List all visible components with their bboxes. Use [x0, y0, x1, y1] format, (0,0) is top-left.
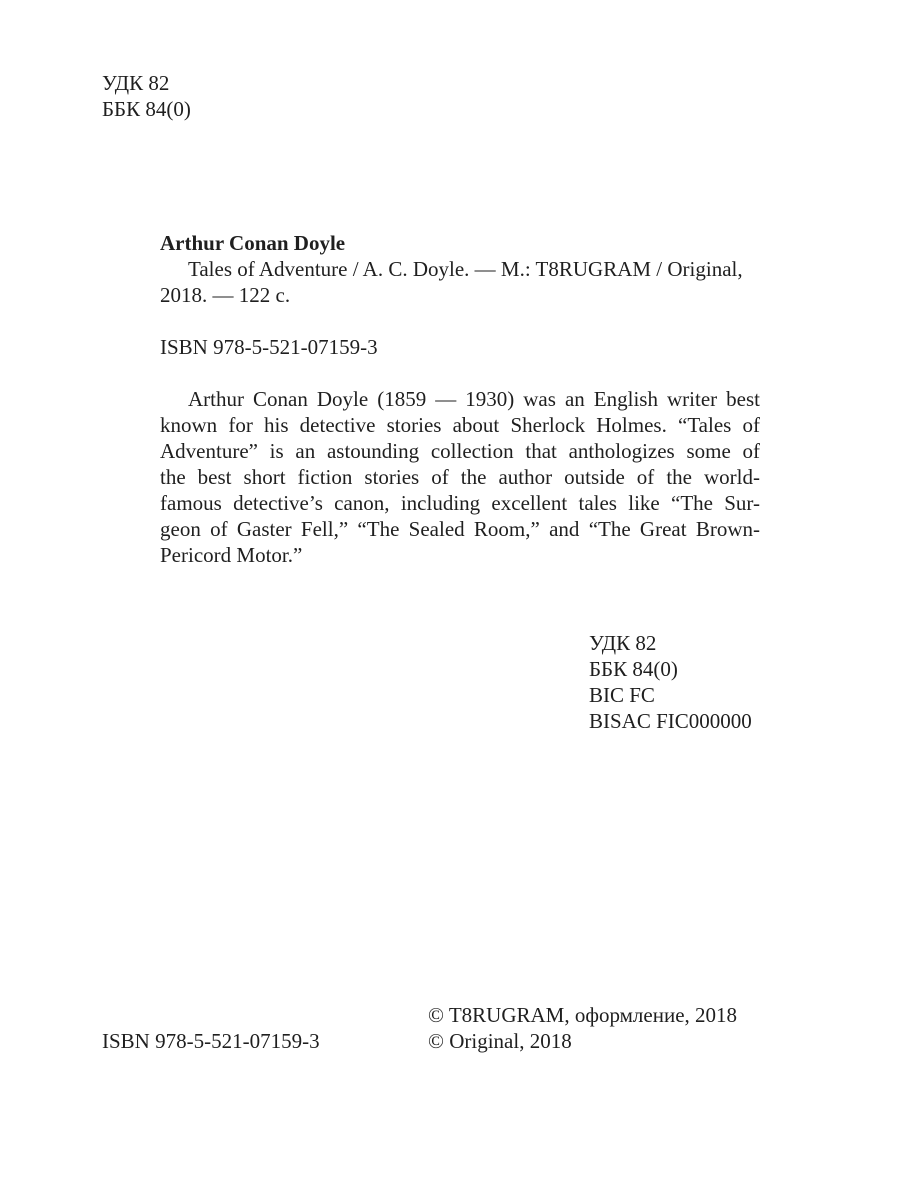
author-name: Arthur Conan Doyle: [160, 231, 346, 255]
annotation-line: Pericord Motor.”: [160, 543, 303, 567]
classification-code: BIC FC: [589, 683, 655, 707]
copyright: [428, 1002, 737, 1054]
classification-code: ББК 84(0): [589, 657, 678, 681]
annotation-line: known for his detective stories about Sherlock Holmes. “Tales of: [160, 413, 760, 437]
bbk-code: ББК 84(0): [102, 97, 191, 121]
description-line: 2018. — 122 с.: [160, 283, 291, 307]
description-line: Tales of Adventure / A. C. Doyle. — M.: T8RUGRAM / Original,: [188, 257, 743, 281]
annotation-line: the best short fiction stories of the author outside of the world-: [160, 465, 760, 489]
classification-code: BISAC FIC000000: [589, 709, 752, 733]
annotation-line: geon of Gaster Fell,” “The Sealed Room,” and “The Great Brown-: [160, 517, 760, 541]
annotation-line: famous detective’s canon, including excellent tales like “The Sur-: [160, 491, 760, 515]
footer-isbn: ISBN 978-5-521-07159-3: [102, 1029, 320, 1053]
isbn: ISBN 978-5-521-07159-3: [160, 335, 378, 359]
copyright-line: © T8RUGRAM, оформление, 2018: [428, 1003, 738, 1027]
annotation-line: Arthur Conan Doyle (1859 — 1930) was an English writer best: [188, 387, 760, 411]
top-classification: [102, 70, 191, 122]
classification-code: УДК 82: [589, 631, 657, 655]
annotation-line: Adventure” is an astounding collection that anthologizes some of: [160, 439, 760, 463]
udk-code: УДК 82: [102, 71, 170, 95]
classification-codes: [589, 630, 752, 734]
annotation: [160, 386, 760, 568]
copyright-line: © Original, 2018: [428, 1029, 572, 1053]
bibliographic-record: [160, 230, 760, 568]
